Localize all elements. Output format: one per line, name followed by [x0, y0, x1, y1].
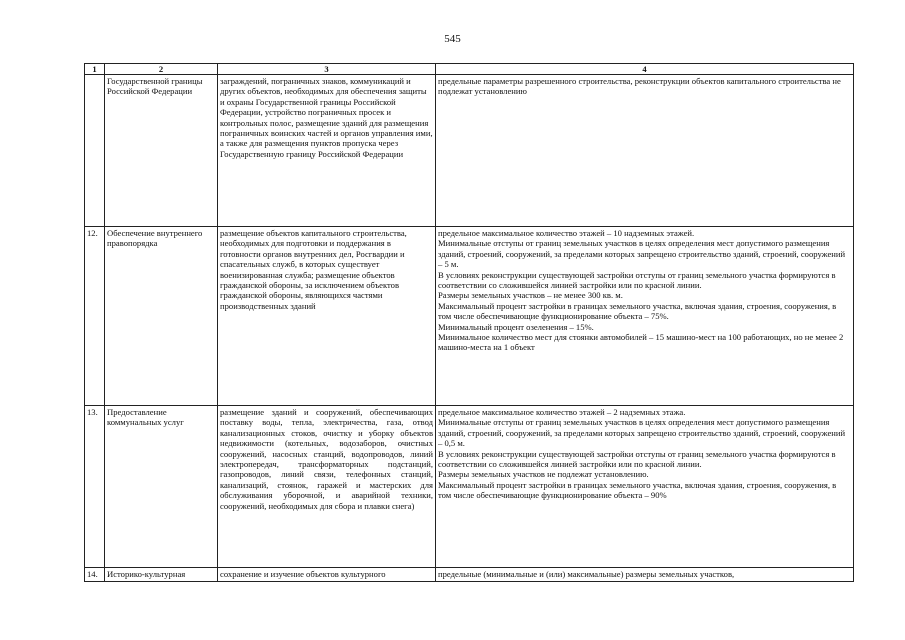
parameter-line: Максимальный процент застройки в границах земельного участка, включая здания, строения, сооружения, в том числе обеспечивающие функционирование объекта – 75%. [438, 300, 837, 322]
column-header: 3 [218, 64, 436, 75]
use-type-name: Государственной границы Российской Федерации [105, 75, 218, 227]
use-type-name: Обеспечение внутреннего правопорядка [105, 227, 218, 406]
parameter-line: Размеры земельных участков не подлежат установлению. [438, 469, 649, 480]
parameter-line: Размеры земельных участков – не менее 300 кв. м. [438, 290, 623, 301]
table-row [85, 227, 854, 406]
row-number: 12. [85, 227, 105, 406]
parameter-line: Максимальный процент застройки в границах земельного участка, включая здания, строения, сооружения, в том числе обеспечивающие функционирование объекта – 90% [438, 479, 837, 501]
parameter-line: предельные параметры разрешенного строительства, реконструкции объектов капитального строительства не подлежат установлению [438, 76, 841, 97]
table-header-row [85, 64, 854, 75]
column-header: 2 [105, 64, 218, 75]
table-row [85, 75, 854, 227]
build-parameters [436, 75, 854, 227]
parameter-line: В условиях реконструкции существующей застройки отступы от границ земельного участка формируются в соответствии со сложившейся линией застройки или по красной линии. [438, 269, 836, 291]
use-type-name: Предоставление коммунальных услуг [105, 406, 218, 568]
build-parameters [436, 227, 854, 406]
column-header: 4 [436, 64, 854, 75]
parameter-line: Минимальный процент озеленения – 15%. [438, 321, 594, 332]
land-use-table [84, 63, 854, 582]
column-header: 1 [85, 64, 105, 75]
build-parameters [436, 568, 854, 582]
use-type-description: заграждений, пограничных знаков, коммуникаций и других объектов, необходимых для обеспечения защиты и охраны Государственной границы Российской Федерации, устройство пограничных просек и контрольных полос, размещение зданий для размещения пограничных воинских частей и органов управления ими, а также для размещения пунктов пропуска через Государственную границу Российской Федерации [218, 75, 436, 227]
use-type-name: Историко-культурная [105, 568, 218, 582]
parameter-line: предельные (минимальные и (или) максимальные) размеры земельных участков, [438, 569, 735, 579]
use-type-description: размещение зданий и сооружений, обеспечивающих поставку воды, тепла, электричества, газа, отвод канализационных стоков, очистку и уборку объектов недвижимости (котельных, водозаборов, очистных сооружений, насосных станций, водопроводов, линий электропередач, трансформаторных подстанций, газопроводов, линий связи, телефонных станций, канализаций, стоянок, гаражей и мастерских для обслуживания уборочной, и аварийной техники, сооружений, необходимых для сбора и плавки снега) [218, 406, 436, 568]
parameter-line: Минимальное количество мест для стоянки автомобилей – 15 машино-мест на 100 работающих, но не менее 2 машино-места на 1 объект [438, 332, 844, 353]
row-number [85, 75, 105, 227]
page-number: 545 [444, 33, 461, 45]
use-type-description: размещение объектов капитального строительства, необходимых для подготовки и поддержания в готовности органов внутренних дел, Росгвардии и спасательных служб, в которых существует военизированная служба; размещение объектов гражданской обороны, за исключением объектов гражданской обороны, являющихся частями производственных зданий [218, 227, 436, 406]
build-parameters [436, 406, 854, 568]
parameter-line: Минимальные отступы от границ земельных участков в целях определения мест допустимого размещения зданий, строений, сооружений, за пределами которых запрещено строительство зданий, строений, сооружений – 0,5 м. [438, 417, 846, 449]
parameter-line: В условиях реконструкции существующей застройки отступы от границ земельного участка формируются в соответствии со сложившейся линией застройки или по красной линии. [438, 448, 836, 470]
row-number: 14. [85, 568, 105, 582]
parameter-line: Минимальные отступы от границ земельных участков в целях определения мест допустимого размещения зданий, строений, сооружений, за пределами которых запрещено строительство зданий, строений, сооружений – 5 м. [438, 238, 846, 270]
use-type-description: сохранение и изучение объектов культурного [218, 568, 436, 582]
table-row [85, 568, 854, 582]
parameter-line: предельное максимальное количество этажей – 10 надземных этажей. [438, 228, 695, 238]
row-number: 13. [85, 406, 105, 568]
table-row [85, 406, 854, 568]
parameter-line: предельное максимальное количество этажей – 2 надземных этажа. [438, 407, 686, 417]
